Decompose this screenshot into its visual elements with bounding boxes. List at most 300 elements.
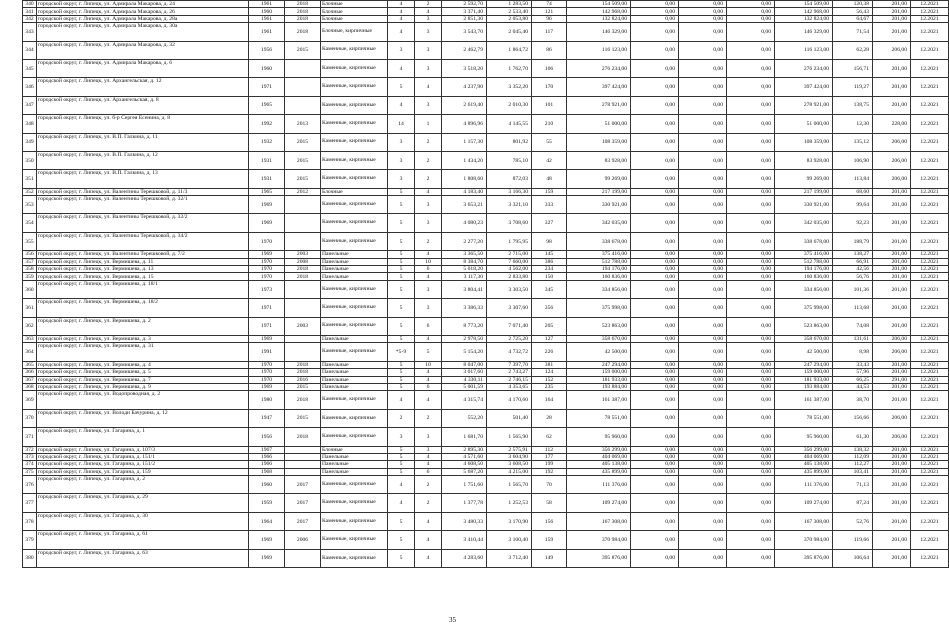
cell-floors: 3 [388,151,415,169]
cell-wall-material: Каменные, кирпичные [321,531,388,549]
cell-cost-col-c: 0,00 [727,188,775,195]
cell-entrances: 2 [415,151,442,169]
cell-residents: 192 [532,468,567,475]
cell-cost-col-c: 0,00 [727,409,775,427]
cell-completion-date: 12.2021 [911,170,949,188]
cell-unit-cost: 71,13 [833,476,873,494]
cell-cost-col-c: 0,00 [727,391,775,409]
cell-entrances: 3 [415,15,442,22]
cell-year-built: 1970 [249,232,285,250]
cell-residents: 327 [532,214,567,232]
cell-year-last-repair: 2018 [285,273,321,280]
cell-address: городской округ, г. Липецк, ул. Вермишева, д. 3 [37,335,249,342]
cell-residents: 235 [532,383,567,390]
cell-address: городской округ, г. Липецк, ул. Вермишева, д. 9 [37,383,249,390]
cell-cost-col-a: 0,00 [631,96,679,114]
cell-residents: 356 [532,299,567,317]
cell-cost-col-c: 0,00 [727,115,775,133]
cell-total-area: 8 384,70 [442,258,487,265]
cell-completion-date: 12.2021 [911,512,949,530]
cell-total-cost: 181 933,00 [567,376,631,383]
cell-cost-col-c: 0,00 [727,361,775,368]
cell-unit-cost: 156,66 [833,409,873,427]
table-row [23,361,949,368]
cell-max-rate: 201,00 [873,476,911,494]
table-row [23,549,949,567]
cell-cost-total: 435 899,00 [775,468,833,475]
cell-completion-date: 12.2021 [911,214,949,232]
cell-unit-cost: 61,30 [833,428,873,446]
cell-cost-col-a: 0,00 [631,409,679,427]
cell-unit-cost: 87,24 [833,494,873,512]
cell-cost-col-b: 0,00 [679,512,727,530]
cell-address: городской округ, г. Липецк, ул. Вермишева, д. 2 [37,317,249,335]
cell-unit-cost: 62,28 [833,41,873,59]
cell-max-rate: 201,00 [873,214,911,232]
housing-register-table [22,0,949,568]
cell-wall-material: Каменные, кирпичные [321,494,388,512]
cell-total-area: 3 410,44 [442,531,487,549]
cell-cost-col-b: 0,00 [679,468,727,475]
cell-year-last-repair: 2015 [285,170,321,188]
cell-cost-col-b: 0,00 [679,188,727,195]
cell-row-number: 359 [23,273,37,280]
cell-cost-total: 109 274,00 [775,494,833,512]
cell-cost-col-a: 0,00 [631,512,679,530]
cell-completion-date: 12.2021 [911,96,949,114]
table-row [23,266,949,273]
cell-total-area: 4 896,96 [442,115,487,133]
cell-year-built: 1970 [249,266,285,273]
cell-entrances: 3 [415,280,442,298]
cell-unit-cost: 112,27 [833,461,873,468]
cell-cost-col-a: 0,00 [631,317,679,335]
cell-year-last-repair [285,453,321,460]
cell-completion-date: 12.2021 [911,1,949,8]
cell-residential-area: 2 746,15 [487,376,532,383]
cell-unit-cost: 156,71 [833,59,873,77]
cell-year-last-repair: 2017 [285,512,321,530]
table-row [23,23,949,41]
cell-total-area: 4 315,74 [442,391,487,409]
cell-year-built: 1970 [249,369,285,376]
cell-year-built: 1956 [249,428,285,446]
cell-cost-col-c: 0,00 [727,170,775,188]
cell-residential-area: 1 864,72 [487,41,532,59]
cell-address: городской округ, г. Липецк, ул. Водопроводная, д. 2 [37,391,249,409]
cell-address: городской округ, г. Липецк, ул. В.П. Галкина, д. 12 [37,151,249,169]
cell-residents: 386 [532,258,567,265]
cell-unit-cost: 52,76 [833,512,873,530]
cell-max-rate: 201,00 [873,549,911,567]
cell-wall-material: Каменные, кирпичные [321,428,388,446]
cell-cost-col-a: 0,00 [631,383,679,390]
cell-total-area: 552,20 [442,409,487,427]
cell-cost-col-a: 0,00 [631,59,679,77]
cell-address: городской округ, г. Липецк, ул. Адмирала Макарова, д. 32 [37,41,249,59]
table-row [23,133,949,151]
cell-year-last-repair: 2018 [285,428,321,446]
cell-total-cost: 334 856,00 [567,280,631,298]
cell-total-cost: 111 376,00 [567,476,631,494]
cell-address: городской округ, г. Липецк, ул. Гагарина, д. 151/2 [37,461,249,468]
cell-max-rate: 206,00 [873,343,911,361]
cell-cost-col-c: 0,00 [727,214,775,232]
cell-cost-col-b: 0,00 [679,41,727,59]
cell-year-last-repair: 2018 [285,391,321,409]
cell-total-area: 4 080,23 [442,214,487,232]
cell-row-number: 343 [23,23,37,41]
cell-residents: 159 [532,531,567,549]
cell-max-rate: 201,00 [873,78,911,96]
cell-residents: 117 [532,23,567,41]
cell-unit-cost: 120,38 [833,1,873,8]
cell-floors: 5 [388,299,415,317]
cell-year-built: 1960 [249,59,285,77]
cell-completion-date: 12.2021 [911,461,949,468]
cell-cost-col-c: 0,00 [727,383,775,390]
cell-total-area: 4 571,60 [442,453,487,460]
cell-total-cost: 161 387,00 [567,391,631,409]
cell-cost-total: 193 884,00 [775,383,833,390]
cell-max-rate: 201,00 [873,512,911,530]
cell-cost-col-a: 0,00 [631,23,679,41]
cell-floors: *5-9 [388,343,415,361]
cell-address: городской округ, г. Липецк, ул. Вермишева, д. 4 [37,361,249,368]
cell-total-cost: 194 176,00 [567,266,631,273]
cell-row-number: 345 [23,59,37,77]
cell-max-rate: 201,00 [873,258,911,265]
cell-total-area: 3 365,50 [442,251,487,258]
cell-cost-col-b: 0,00 [679,428,727,446]
cell-max-rate: 201,00 [873,251,911,258]
cell-max-rate: 201,00 [873,299,911,317]
cell-completion-date: 12.2021 [911,531,949,549]
cell-cost-total: 111 376,00 [775,476,833,494]
cell-cost-col-a: 0,00 [631,214,679,232]
cell-floors: 3 [388,133,415,151]
cell-year-last-repair [285,78,321,96]
cell-year-last-repair: 2008 [285,258,321,265]
cell-residential-area: 2 725,20 [487,335,532,342]
table-row [23,8,949,15]
cell-total-cost: 95 960,00 [567,428,631,446]
cell-cost-total: 42 500,00 [775,343,833,361]
table-row [23,476,949,494]
cell-wall-material: Каменные, кирпичные [321,196,388,214]
cell-year-last-repair: 2018 [285,1,321,8]
cell-total-area: 1 157,30 [442,133,487,151]
cell-wall-material: Блочные [321,1,388,8]
cell-row-number: 373 [23,453,37,460]
cell-completion-date: 12.2021 [911,453,949,460]
cell-floors: 3 [388,170,415,188]
cell-residential-area: 2 575,91 [487,446,532,453]
cell-cost-total: 161 387,00 [775,391,833,409]
cell-unit-cost: 74,08 [833,317,873,335]
cell-residential-area: 3 321,10 [487,196,532,214]
cell-cost-col-c: 0,00 [727,258,775,265]
cell-total-cost: 99 269,00 [567,170,631,188]
cell-unit-cost: 66,25 [833,376,873,383]
cell-wall-material: Панельные [321,335,388,342]
cell-wall-material: Каменные, кирпичные [321,549,388,567]
cell-completion-date: 12.2021 [911,251,949,258]
cell-cost-col-b: 0,00 [679,214,727,232]
table-row [23,214,949,232]
cell-floors: 5 [388,258,415,265]
cell-max-rate: 201,00 [873,361,911,368]
cell-cost-col-c: 0,00 [727,446,775,453]
cell-wall-material: Панельные [321,383,388,390]
cell-residential-area: 4 562,00 [487,266,532,273]
cell-cost-col-a: 0,00 [631,258,679,265]
cell-entrances: 2 [415,409,442,427]
cell-residential-area: 1 795,95 [487,232,532,250]
cell-max-rate: 206,00 [873,409,911,427]
cell-year-last-repair [285,196,321,214]
cell-total-cost: 512 788,00 [567,258,631,265]
cell-row-number: 342 [23,15,37,22]
cell-cost-col-c: 0,00 [727,266,775,273]
cell-cost-col-b: 0,00 [679,78,727,96]
table-row [23,1,949,8]
cell-residential-area: 4 353,65 [487,383,532,390]
cell-address: городской округ, г. Липецк, ул. Валентины Терешковой, д. 32/2 [37,214,249,232]
cell-row-number: 362 [23,317,37,335]
cell-cost-col-c: 0,00 [727,41,775,59]
cell-entrances: 3 [415,23,442,41]
cell-max-rate: 201,00 [873,461,911,468]
cell-max-rate: 201,00 [873,59,911,77]
cell-cost-col-a: 0,00 [631,151,679,169]
cell-max-rate: 206,00 [873,428,911,446]
cell-max-rate: 206,00 [873,41,911,59]
cell-wall-material: Каменные, кирпичные [321,280,388,298]
cell-year-built: 1959 [249,494,285,512]
cell-residents: 96 [532,15,567,22]
cell-wall-material: Каменные, кирпичные [321,476,388,494]
cell-cost-col-c: 0,00 [727,96,775,114]
cell-address: городской округ, г. Липецк, ул. Вермишева, д. 11 [37,258,249,265]
cell-floors: 4 [388,391,415,409]
cell-entrances: 10 [415,361,442,368]
cell-cost-col-b: 0,00 [679,258,727,265]
cell-address: городской округ, г. Липецк, ул. Гагарина, д. 2 [37,476,249,494]
cell-residents: 86 [532,41,567,59]
cell-residential-area: 1 762,70 [487,59,532,77]
cell-row-number: 368 [23,383,37,390]
cell-completion-date: 12.2021 [911,376,949,383]
cell-entrances: 3 [415,299,442,317]
cell-residents: 98 [532,232,567,250]
cell-year-last-repair [285,343,321,361]
cell-total-area: 3 543,70 [442,23,487,41]
cell-year-built: 1965 [249,188,285,195]
cell-cost-col-a: 0,00 [631,391,679,409]
cell-year-built: 1969 [249,196,285,214]
cell-total-area: 2 277,20 [442,232,487,250]
cell-cost-col-b: 0,00 [679,361,727,368]
cell-residential-area: 3 712,40 [487,549,532,567]
cell-cost-total: 142 968,00 [775,8,833,15]
cell-cost-total: 523 863,00 [775,317,833,335]
cell-cost-col-b: 0,00 [679,8,727,15]
cell-total-area: 3 371,40 [442,8,487,15]
cell-row-number: 366 [23,369,37,376]
cell-cost-total: 181 933,00 [775,376,833,383]
cell-year-built: 1947 [249,409,285,427]
cell-total-area: 3 518,20 [442,59,487,77]
cell-wall-material: Каменные, кирпичные [321,96,388,114]
table-row [23,280,949,298]
cell-cost-col-b: 0,00 [679,461,727,468]
cell-residents: 55 [532,133,567,151]
cell-residential-area: 3 608,50 [487,461,532,468]
cell-unit-cost: 66,91 [833,258,873,265]
cell-row-number: 341 [23,8,37,15]
cell-cost-col-c: 0,00 [727,549,775,567]
cell-row-number: 350 [23,151,37,169]
cell-cost-total: 395 876,00 [775,549,833,567]
cell-wall-material: Панельные [321,468,388,475]
cell-residents: 145 [532,251,567,258]
cell-max-rate: 201,00 [873,15,911,22]
cell-row-number: 355 [23,232,37,250]
cell-unit-cost: 106,90 [833,151,873,169]
cell-residential-area: 1 283,50 [487,1,532,8]
cell-row-number: 364 [23,343,37,361]
cell-year-built: 1992 [249,115,285,133]
cell-residents: 121 [532,8,567,15]
cell-floors: 5 [388,214,415,232]
cell-cost-col-a: 0,00 [631,531,679,549]
cell-residents: 74 [532,1,567,8]
cell-cost-col-b: 0,00 [679,96,727,114]
cell-wall-material: Каменные, кирпичные [321,214,388,232]
cell-entrances: 4 [415,453,442,460]
cell-row-number: 380 [23,549,37,567]
cell-total-cost: 405 138,00 [567,461,631,468]
cell-cost-col-a: 0,00 [631,335,679,342]
cell-row-number: 370 [23,409,37,427]
cell-year-built: 1969 [249,383,285,390]
cell-year-last-repair: 2018 [285,266,321,273]
cell-cost-col-b: 0,00 [679,273,727,280]
cell-address: городской округ, г. Липецк, ул. Адмирала Макарова, д. 24 [37,1,249,8]
cell-total-cost: 142 968,00 [567,8,631,15]
document-sheet [22,0,939,568]
cell-wall-material: Панельные [321,461,388,468]
cell-unit-cost: 119,66 [833,531,873,549]
cell-cost-col-b: 0,00 [679,280,727,298]
cell-completion-date: 12.2021 [911,280,949,298]
cell-address: городской округ, г. Липецк, ул. Валентины Терешковой, д. 34/2 [37,232,249,250]
cell-unit-cost: 92,23 [833,214,873,232]
cell-residential-area: 2 010,30 [487,96,532,114]
cell-max-rate: 201,00 [873,453,911,460]
cell-cost-col-a: 0,00 [631,15,679,22]
cell-residents: 62 [532,428,567,446]
cell-address: городской округ, г. Липецк, ул. Валентины Терешковой, д. 11/3 [37,188,249,195]
cell-row-number: 351 [23,170,37,188]
cell-unit-cost: 56,76 [833,273,873,280]
cell-unit-cost: 103,41 [833,468,873,475]
cell-total-cost: 358 670,00 [567,335,631,342]
table-row [23,273,949,280]
cell-cost-total: 404 069,00 [775,453,833,460]
cell-wall-material: Каменные, кирпичные [321,317,388,335]
cell-residential-area: 2 743,27 [487,369,532,376]
cell-cost-total: 358 670,00 [775,335,833,342]
cell-cost-total: 194 176,00 [775,266,833,273]
table-row [23,41,949,59]
cell-cost-col-b: 0,00 [679,409,727,427]
cell-year-last-repair [285,461,321,468]
cell-cost-total: 330 921,00 [775,196,833,214]
cell-residents: 48 [532,170,567,188]
table-row [23,96,949,114]
cell-row-number: 349 [23,133,37,151]
cell-address: городской округ, г. Липецк, ул. Вермишева, д. 18/2 [37,299,249,317]
cell-floors: 5 [388,461,415,468]
cell-total-cost: 159 000,00 [567,369,631,376]
cell-address: городской округ, г. Липецк, ул. б-р Сергея Есенина, д. 8 [37,115,249,133]
cell-residential-area: 3 708,60 [487,214,532,232]
table-row [23,251,949,258]
cell-cost-total: 334 856,00 [775,280,833,298]
cell-wall-material: Каменные, кирпичные [321,299,388,317]
cell-row-number: 372 [23,446,37,453]
table-row [23,468,949,475]
cell-row-number: 379 [23,531,37,549]
table-row [23,317,949,335]
cell-row-number: 365 [23,361,37,368]
cell-total-area: 3 804,41 [442,280,487,298]
cell-unit-cost: 138,75 [833,96,873,114]
cell-total-cost: 132 824,00 [567,15,631,22]
cell-cost-col-c: 0,00 [727,151,775,169]
cell-year-last-repair: 2012 [285,188,321,195]
cell-cost-col-a: 0,00 [631,232,679,250]
cell-cost-col-a: 0,00 [631,376,679,383]
table-row [23,343,949,361]
cell-entrances: 3 [415,41,442,59]
cell-total-cost: 356 299,00 [567,446,631,453]
cell-total-cost: 83 928,00 [567,151,631,169]
table-row [23,335,949,342]
cell-wall-material: Панельные [321,258,388,265]
cell-residents: 234 [532,266,567,273]
cell-cost-col-c: 0,00 [727,343,775,361]
cell-year-built: 1971 [249,317,285,335]
cell-residential-area: 801,92 [487,133,532,151]
cell-year-built: 1969 [249,214,285,232]
cell-max-rate: 228,00 [873,115,911,133]
cell-total-area: 1 434,20 [442,151,487,169]
cell-address: городской округ, г. Липецк, ул. Адмирала Макарова, д. 28а [37,15,249,22]
cell-total-area: 5 154,20 [442,343,487,361]
cell-row-number: 377 [23,494,37,512]
cell-cost-col-b: 0,00 [679,376,727,383]
cell-wall-material: Каменные, кирпичные [321,151,388,169]
cell-total-area: 5 018,20 [442,266,487,273]
cell-unit-cost: 113,84 [833,170,873,188]
cell-completion-date: 12.2021 [911,361,949,368]
cell-address: городской округ, г. Липецк, ул. В.П. Галкина, д. 13 [37,170,249,188]
cell-total-area: 8 047,00 [442,361,487,368]
cell-completion-date: 12.2021 [911,299,949,317]
